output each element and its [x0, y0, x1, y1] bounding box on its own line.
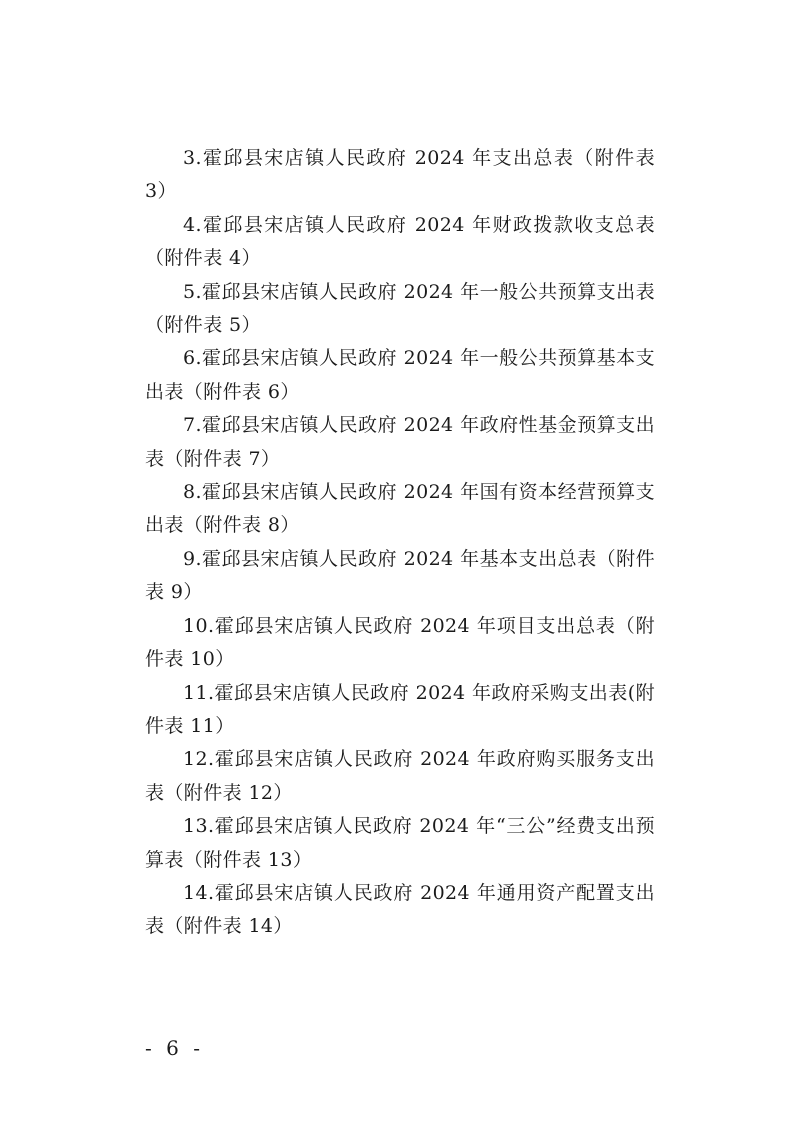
- list-item: 7.霍邱县宋店镇人民政府 2024 年政府性基金预算支出表（附件表 7）: [145, 414, 655, 470]
- list-item: 13.霍邱县宋店镇人民政府 2024 年“三公”经费支出预算表（附件表 13）: [145, 815, 655, 871]
- list-item: 6.霍邱县宋店镇人民政府 2024 年一般公共预算基本支出表（附件表 6）: [145, 347, 655, 403]
- list-item: 10.霍邱县宋店镇人民政府 2024 年项目支出总表（附件表 10）: [145, 614, 655, 671]
- attachment-list: [145, 142, 655, 944]
- list-item: 12.霍邱县宋店镇人民政府 2024 年政府购买服务支出表（附件表 12）: [145, 748, 655, 804]
- list-item: 5.霍邱县宋店镇人民政府 2024 年一般公共预算支出表（附件表 5）: [145, 280, 655, 337]
- list-item: 4.霍邱县宋店镇人民政府 2024 年财政拨款收支总表（附件表 4）: [145, 213, 655, 270]
- page-number: - 6 -: [145, 1036, 204, 1060]
- list-item: 3.霍邱县宋店镇人民政府 2024 年支出总表（附件表 3）: [145, 147, 655, 203]
- list-item: 14.霍邱县宋店镇人民政府 2024 年通用资产配置支出表（附件表 14）: [145, 881, 655, 938]
- list-item: 11.霍邱县宋店镇人民政府 2024 年政府采购支出表(附件表 11）: [145, 681, 655, 737]
- list-item: 8.霍邱县宋店镇人民政府 2024 年国有资本经营预算支出表（附件表 8）: [145, 481, 655, 537]
- list-item: 9.霍邱县宋店镇人民政府 2024 年基本支出总表（附件表 9）: [145, 547, 655, 604]
